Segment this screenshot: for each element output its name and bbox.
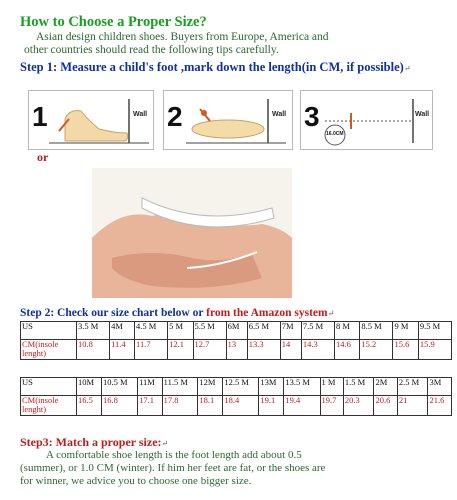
cm-length-cell: 19.7 [320,396,343,416]
measure-panel-2 [163,90,293,150]
paragraph-mark: ↵ [161,439,169,448]
measure-panel-1 [28,90,154,150]
step3-heading [20,435,168,450]
step2-text: Step 2: Check our size chart below or [20,307,207,319]
step1-text: Step 1: Measure a child's foot ,mark down the length(in CM, if possible) [20,60,404,74]
cm-length-cell: 19.4 [284,396,320,416]
us-size-cell: 4.5 M [135,322,168,340]
cm-length-cell: 19.1 [259,396,284,416]
step2-heading [20,307,334,319]
us-size-cell: 1.5 M [343,378,374,396]
us-size-cell: 9.5 M [418,322,451,340]
amazon-link[interactable]: from the Amazon system [206,307,328,319]
us-size-cell: 13.5 M [284,378,320,396]
cm-length-cell: 14 [280,340,301,360]
intro-line-2: other countries should read the following tips carefully. [24,44,279,56]
para-line-1: A comfortable shoe length is the foot length add about 0.5 [46,449,302,461]
cm-length-cell: 20.3 [343,396,374,416]
us-size-cell: 7M [280,322,301,340]
cm-length-cell: 10.8 [77,340,110,360]
us-size-cell: 2.5 M [397,378,428,396]
us-header-cell: US [21,378,77,396]
us-size-cell: 10.5 M [101,378,137,396]
cm-length-cell: 13 [226,340,247,360]
cm-length-cell: 14.6 [334,340,359,360]
measure-panel-3 [300,90,433,150]
us-size-row [21,378,452,396]
us-size-cell: 12.5 M [223,378,259,396]
page-title: How to Choose a Proper Size? [20,14,207,30]
size-table-2 [20,377,452,416]
us-size-cell: 6.5 M [247,322,280,340]
hand-measuring-photo [92,168,292,298]
cm-length-cell: 15.9 [418,340,451,360]
cm-length-cell: 12.1 [168,340,193,360]
us-size-cell: 13M [259,378,284,396]
intro-text [24,31,454,57]
cm-length-cell: 20.6 [374,396,397,416]
us-header-cell: US [21,322,77,340]
para-line-2: (summer), or 1.0 CM (winter). If him her feet are fat, or the shoes are [20,462,326,474]
us-size-cell: 10M [77,378,102,396]
us-size-cell: 11.5 M [162,378,198,396]
us-size-cell: 1 M [320,378,343,396]
cm-header-cell: CM(insole lenght) [21,340,77,360]
cm-length-cell: 14.3 [301,340,334,360]
cm-length-cell: 16.8 [101,396,137,416]
cm-length-cell: 17.8 [162,396,198,416]
foot-measure-illustration-2 [164,91,294,151]
step3-paragraph [20,449,450,488]
cm-length-cell: 15.6 [393,340,418,360]
cm-length-cell: 21.6 [428,396,452,416]
para-line-3: for winner, we advice you to choose one bigger size. [20,475,252,487]
cm-length-cell: 21 [397,396,428,416]
cm-length-cell: 16.5 [77,396,102,416]
us-size-cell: 9 M [393,322,418,340]
step-number-1: 1 [32,101,48,132]
cm-length-cell: 18.4 [223,396,259,416]
cm-length-row [21,340,452,360]
size-table-1 [20,321,452,360]
paragraph-mark: ↵ [327,309,335,318]
ruler-illustration-3 [301,91,434,151]
step3-text: Step3: Match a proper size: [20,435,162,449]
us-size-cell: 2M [374,378,397,396]
step-number-2: 2 [167,101,183,132]
paragraph-mark: ↵ [403,64,411,73]
us-size-cell: 7.5 M [301,322,334,340]
us-size-cell: 3M [428,378,452,396]
wall-label-1: Wall [133,111,148,118]
cm-length-row [21,396,452,416]
cm-length-cell: 13.3 [247,340,280,360]
us-size-cell: 12M [198,378,223,396]
cm-length-cell: 11.7 [135,340,168,360]
step1-heading [20,60,450,76]
cm-length-cell: 18.1 [198,396,223,416]
us-size-cell: 3.5 M [77,322,110,340]
step-number-3: 3 [304,101,320,132]
wall-label-3: Wall [415,111,430,118]
cm-length-cell: 17.1 [138,396,163,416]
cm-length-cell: 11.4 [110,340,135,360]
us-size-cell: 4M [110,322,135,340]
us-size-cell: 5 M [168,322,193,340]
us-size-cell: 5.5 M [193,322,226,340]
hand-tape-photo [92,168,292,298]
us-size-cell: 8.5 M [360,322,393,340]
wall-label-2: Wall [272,111,287,118]
us-size-cell: 11M [138,378,163,396]
us-size-cell: 8 M [334,322,359,340]
intro-line-1: Asian design children shoes. Buyers from Europe, America and [36,31,329,43]
cm-length-cell: 12.7 [193,340,226,360]
cm-header-cell: CM(insole lenght) [21,396,77,416]
us-size-row [21,322,452,340]
or-label: or [37,150,49,164]
foot-measure-illustration-1 [29,91,155,151]
us-size-cell: 6M [226,322,247,340]
cm-length-cell: 15.2 [360,340,393,360]
measure-tag: 16.0CM [326,131,344,137]
